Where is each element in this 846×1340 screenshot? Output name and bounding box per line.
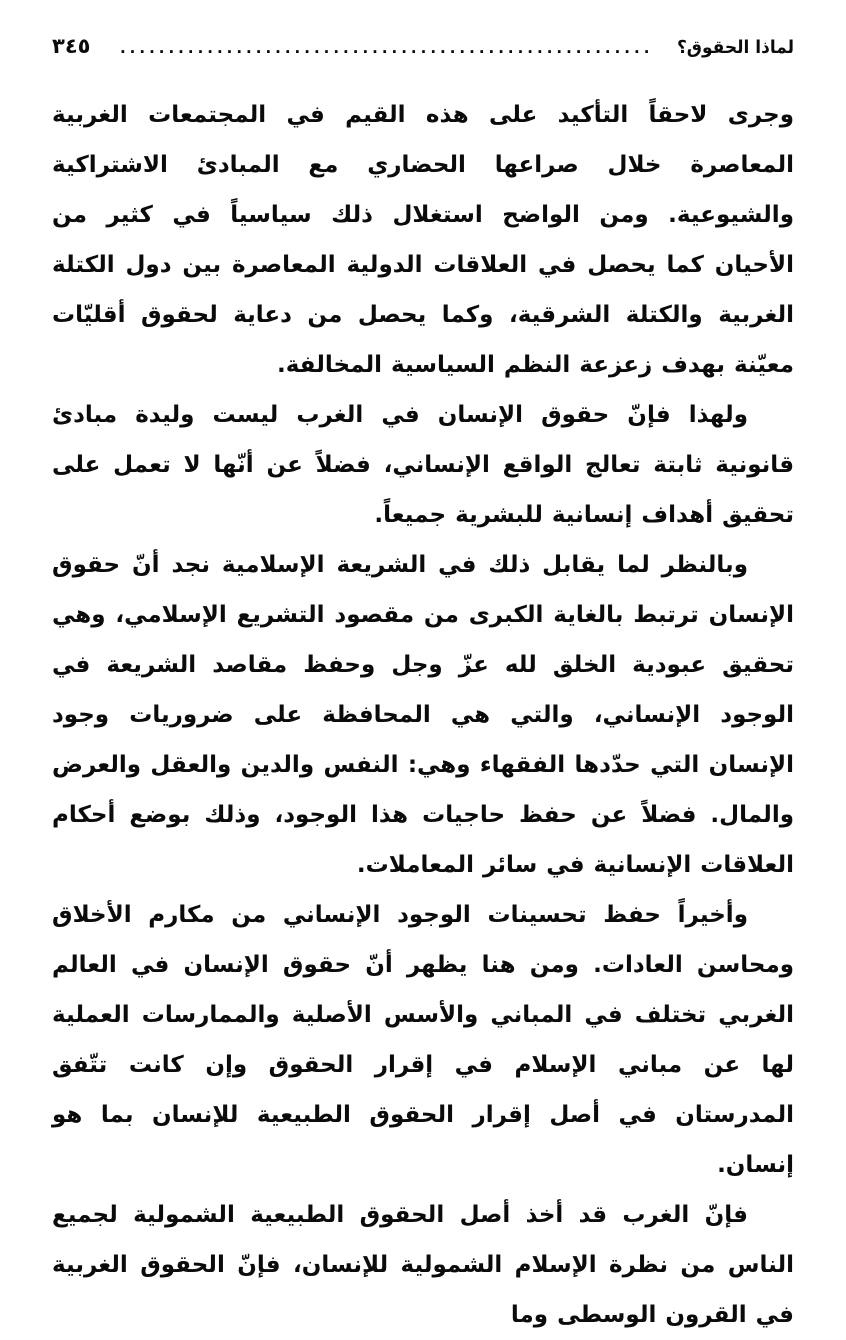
paragraph-5: فإنّ الغرب قد أخذ أصل الحقوق الطبيعية الشمولية لجميع الناس من نظرة الإسلام الشمولية للإنسان، فإنّ الحقوق الغربية في القرون الوسطى وما <box>52 1202 794 1328</box>
page-body <box>52 90 794 1340</box>
page-header <box>52 34 794 68</box>
paragraph-3: وبالنظر لما يقابل ذلك في الشريعة الإسلامية نجد أنّ حقوق الإنسان ترتبط بالغاية الكبرى من مقصود التشريع الإسلامي، وهي تحقيق عبودية الخلق لله عزّ وجل وحفظ مقاصد الشريعة في الوجود الإنساني، والتي هي المحافظة على ضروريات وجود الإنسان التي حدّدها الفقهاء وهي: النفس والدين والعقل والعرض والمال. فضلاً عن حفظ حاجيات هذا الوجود، وذلك بوضع أحكام العلاقات الإنسانية في سائر المعاملات. <box>52 552 794 878</box>
page-number: ٣٤٥ <box>52 34 91 58</box>
paragraph-2: ولهذا فإنّ حقوق الإنسان في الغرب ليست وليدة مبادئ قانونية ثابتة تعالج الواقع الإنساني، فضلاً عن أنّها لا تعمل على تحقيق أهداف إنسانية للبشرية جميعاً. <box>52 402 794 528</box>
paragraph-1: وجرى لاحقاً التأكيد على هذه القيم في المجتمعات الغربية المعاصرة خلال صراعها الحضاري مع المبادئ الاشتراكية والشيوعية. ومن الواضح استغلال ذلك سياسياً في كثير من الأحيان كما يحصل في العلاقات الدولية المعاصرة بين دول الكتلة الغربية والكتلة الشرقية، وكما يحصل من دعاية لحقوق أقليّات معيّنة بهدف زعزعة النظم السياسية المخالفة. <box>52 102 794 378</box>
running-title: لماذا الحقوق؟ <box>676 37 794 59</box>
dotted-leader: ....................................................... <box>119 39 654 57</box>
paragraph-4: وأخيراً حفظ تحسينات الوجود الإنساني من مكارم الأخلاق ومحاسن العادات. ومن هنا يظهر أنّ حقوق الإنسان في العالم الغربي تختلف في المباني والأسس الأصلية والممارسات العملية لها عن مباني الإسلام في إقرار الحقوق وإن كانت تتّفق المدرستان في أصل إقرار الحقوق الطبيعية للإنسان بما هو إنسان. <box>52 902 794 1178</box>
